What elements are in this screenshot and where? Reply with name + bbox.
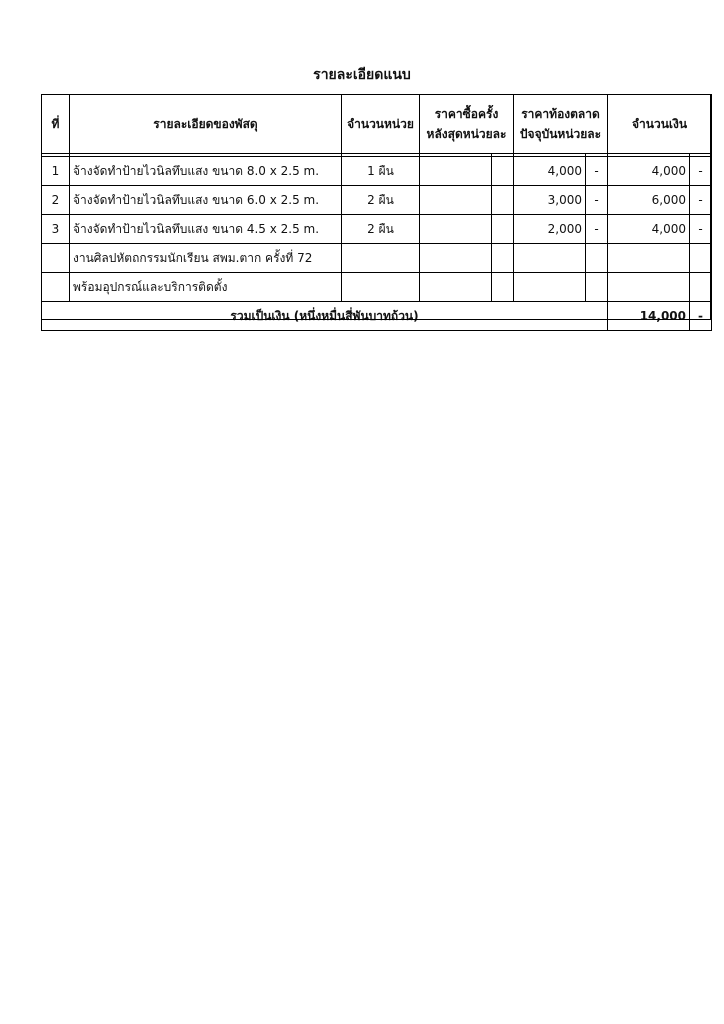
header-last-price-line2: หลังสุดหน่วยละ [426, 127, 507, 141]
header-quantity: จำนวนหน่วย [342, 95, 420, 154]
row-amount-satang [690, 273, 712, 302]
row-amount-satang: - [690, 157, 712, 186]
row-last-price [420, 215, 492, 244]
row-description: จ้างจัดทำป้ายไวนิลทึบแสง ขนาด 6.0 x 2.5 m. [70, 186, 342, 215]
row-last-price [420, 186, 492, 215]
row-description: พร้อมอุปกรณ์และบริการติดตั้ง [70, 273, 342, 302]
row-amount [608, 273, 690, 302]
header-last-price [420, 95, 514, 154]
row-no [42, 273, 70, 302]
row-market-price: 4,000 [514, 157, 586, 186]
total-row [42, 302, 712, 331]
row-amount: 4,000 [608, 215, 690, 244]
row-last-price-satang [492, 244, 514, 273]
total-amount: 14,000 [608, 302, 690, 331]
row-no: 2 [42, 186, 70, 215]
header-no: ที่ [42, 95, 70, 154]
row-last-price [420, 157, 492, 186]
row-market-price: 3,000 [514, 186, 586, 215]
row-quantity: 1 ผืน [342, 157, 420, 186]
row-last-price-satang [492, 273, 514, 302]
row-amount-satang: - [690, 186, 712, 215]
header-row [42, 95, 712, 154]
row-no: 3 [42, 215, 70, 244]
document-title: รายละเอียดแนบ [313, 67, 411, 83]
row-description: งานศิลปหัตถกรรมนักเรียน สพม.ตาก ครั้งที่ 72 [70, 244, 342, 273]
row-no [42, 244, 70, 273]
row-amount: 6,000 [608, 186, 690, 215]
row-quantity: 2 ผืน [342, 215, 420, 244]
total-label: รวมเป็นเงิน (หนึ่งหมื่นสี่พันบาทถ้วน) [42, 302, 608, 331]
row-market-price-satang [586, 273, 608, 302]
row-market-price [514, 273, 586, 302]
row-last-price-satang [492, 157, 514, 186]
row-amount-satang [690, 244, 712, 273]
row-last-price-satang [492, 215, 514, 244]
table-row [42, 273, 712, 302]
table-row [42, 215, 712, 244]
row-amount-satang: - [690, 215, 712, 244]
table-row [42, 244, 712, 273]
row-last-price [420, 244, 492, 273]
row-quantity [342, 244, 420, 273]
row-amount [608, 244, 690, 273]
row-market-price-satang: - [586, 215, 608, 244]
header-description: รายละเอียดของพัสดุ [70, 95, 342, 154]
row-no: 1 [42, 157, 70, 186]
row-market-price-satang [586, 244, 608, 273]
row-market-price [514, 244, 586, 273]
header-market-price-line2: ปัจจุบันหน่วยละ [519, 127, 602, 141]
row-market-price: 2,000 [514, 215, 586, 244]
items-table [41, 94, 712, 331]
header-last-price-line1: ราคาซื้อครั้ง [434, 107, 499, 121]
header-amount: จำนวนเงิน [608, 95, 712, 154]
header-market-price-line1: ราคาท้องตลาด [521, 107, 600, 121]
row-amount: 4,000 [608, 157, 690, 186]
table-row [42, 157, 712, 186]
row-quantity: 2 ผืน [342, 186, 420, 215]
row-last-price-satang [492, 186, 514, 215]
row-market-price-satang: - [586, 186, 608, 215]
total-amount-satang: - [690, 302, 712, 331]
row-quantity [342, 273, 420, 302]
row-description: จ้างจัดทำป้ายไวนิลทึบแสง ขนาด 8.0 x 2.5 m. [70, 157, 342, 186]
row-last-price [420, 273, 492, 302]
table-row [42, 186, 712, 215]
row-description: จ้างจัดทำป้ายไวนิลทึบแสง ขนาด 4.5 x 2.5 m. [70, 215, 342, 244]
header-market-price [514, 95, 608, 154]
row-market-price-satang: - [586, 157, 608, 186]
